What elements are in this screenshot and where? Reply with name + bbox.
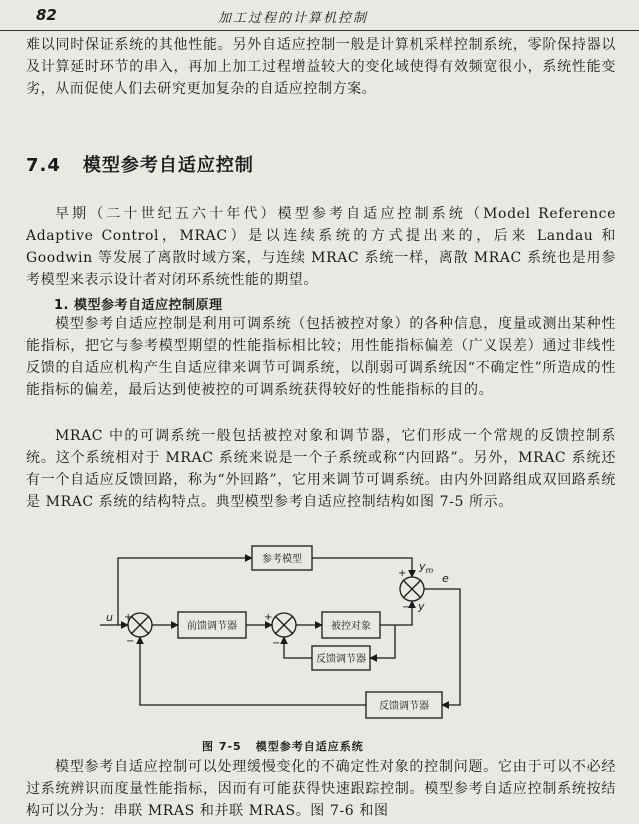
figure-caption: [202, 738, 364, 754]
plant-label: 被控对象: [331, 621, 371, 632]
summer1-plus-sign: +: [124, 612, 133, 623]
reference-input-line: [118, 558, 252, 625]
inner-feedback-branch: [370, 625, 395, 658]
section-number: 7.4: [26, 155, 61, 176]
inner-feedback-line: [284, 637, 312, 658]
paragraph-classification: 模型参考自适应控制可以处理缓慢变化的不确定性对象的控制问题。它由于可以不必经过系统辨识而度量性能指标，因而有可能获得快速跟踪控制。模型参考自适应控制系统按结构可以分为：串联 MRAS 和并联 MRAS。图 7-6 和图: [26, 759, 616, 819]
outer-feedback-line: [140, 637, 366, 705]
summer2-plus-sign: +: [264, 612, 273, 623]
feedforward-regulator-label: 前馈调节器: [187, 621, 237, 632]
model-output-label: $y_m$: [419, 560, 434, 575]
summer3-minus-sign: −: [402, 602, 411, 613]
caption-label: 图 7-5: [202, 740, 242, 753]
inner-feedback-regulator-label: 反馈调节器: [316, 654, 366, 665]
summer2-minus-sign: −: [272, 638, 281, 649]
page-number: 82: [36, 6, 57, 24]
subsection-heading: 1. 模型参考自适应控制原理: [54, 298, 223, 313]
model-output-line: [312, 558, 412, 577]
error-signal-label: e: [442, 572, 449, 585]
paragraph-intro: 早期（二十世纪五六十年代）模型参考自适应控制系统（Model Reference Adaptive Control，MRAC）是以连续系统的方式提出来的，后来 Landau 和 Goodwin 等发展了离散时域方案，与连续 MRAC 系统一样，离散 MRAC 系统也是用参考模型来表示设计者对闭环系统性能的期望。: [26, 206, 616, 288]
summer3-plus-sign: +: [398, 568, 407, 579]
plant-output-label: y: [418, 600, 425, 613]
paragraph-continued: 难以同时保证系统的其他性能。另外自适应控制一般是计算机采样控制系统，零阶保持器以及计算延时环节的串入，再加上加工过程增益较大的变化域使得有效频宽很小，系统性能变劣，从而促使人们去研究更加复杂的自适应控制方案。: [26, 37, 616, 97]
input-signal-label: u: [106, 611, 113, 624]
paragraph-principle: 模型参考自适应控制是利用可调系统（包括被控对象）的各种信息，度量或测出某种性能指标，把它与参考模型期望的性能指标相比较；用性能指标偏差（广义误差）通过非线性反馈的自适应机构产生自适应律来调节可调系统，以削弱可调系统因“不确定性”所造成的性能指标的偏差，最后达到使被控的可调系统获得较好的性能指标的目的。: [26, 316, 616, 398]
error-line: [424, 589, 460, 705]
running-title: 加工过程的计算机控制: [218, 11, 369, 26]
paragraph-structure: MRAC 中的可调系统一般包括被控对象和调节器，它们形成一个常规的反馈控制系统。这个系统相对于 MRAC 系统来说是一个子系统或称“内回路”。另外，MRAC 系统还有一个自适应反馈回路，称为“外回路”，它用来调节可调系统。由内外回路组成双回路系统是 MRAC 系统的结构特点。典型模型参考自适应控制结构如图 7-5 所示。: [26, 428, 616, 510]
section-title: 模型参考自适应控制: [82, 155, 254, 176]
page-header: [0, 0, 639, 31]
outer-feedback-regulator-label: 反馈调节器: [379, 701, 429, 712]
section-heading: [26, 151, 254, 177]
caption-text: 模型参考自适应系统: [255, 740, 364, 753]
reference-model-label: 参考模型: [262, 554, 302, 565]
summer1-minus-sign: −: [126, 636, 135, 647]
mrac-block-diagram: [0, 540, 639, 740]
